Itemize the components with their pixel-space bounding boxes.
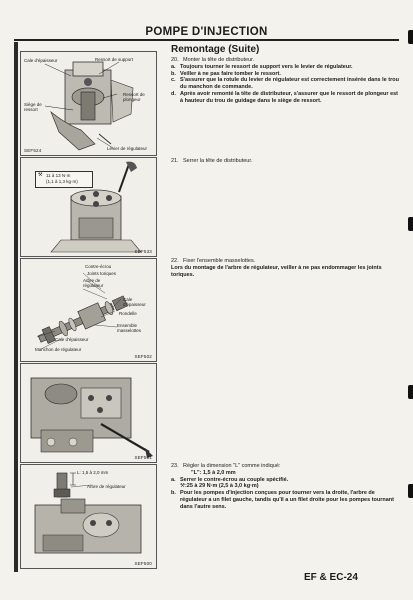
fig-label-manchon: Manchon de régulateur: [35, 347, 82, 352]
step-23-item-b: b. Pour les pompes d'injection conçues pour tourner vers la droite, l'arbre de régulateur a un filet gauche, tandis qu'il a un filet droite pour les pompes tournant dans l'autre sens.: [171, 490, 394, 510]
fig-label-contre-ecrou: Contre-écrou: [85, 264, 112, 269]
torque-spec-box: ⚒ 11 à 13 N·m (1,1 à 1,3 kg·m): [35, 171, 93, 188]
step-21: 21. Serrer la tête de distributeur.: [171, 158, 253, 164]
figure-code: SEF500: [134, 561, 152, 566]
figure-code: SEF533: [134, 249, 152, 254]
fig-label-ressort-support: Ressort de support: [95, 57, 134, 62]
step-20-item-c: c. S'assurer que la rotule du levier de régulateur est correctement insérée dans le trou du manchon de commande.: [171, 77, 399, 91]
fig-label-cale-1: Cale d'épaisseur: [123, 297, 146, 307]
fig-label-arbre: Arbre de régulateur: [87, 484, 126, 489]
fig-label-joints-toriques: Joints toriques: [87, 271, 117, 276]
step-23: 23. Régler la dimension "L" comme indiqué: "L": 1,5 à 2,0 mm a. Serrer le contre-écrou au couple spécifié. ⚒:25 à 29 N·m (2,5 à 3,0 kg·m) b. Pour les pompes d'injection conçues pour tourner vers la droite, l'arbre de régulateur a un filet gauche, tandis qu'il a un filet droite pour les pompes tournant dans l'autre sens.: [171, 463, 399, 511]
step-22-note: Lors du montage de l'arbre de régulateur, veiller à ne pas endommager les joints toriques.: [171, 264, 382, 278]
step-23-torque: ⚒:25 à 29 N·m (2,5 à 3,0 kg·m): [180, 483, 259, 490]
figure-sef524: [20, 51, 157, 156]
margin-tab: [408, 484, 413, 498]
fig-label-arbre-regulateur: Arbre de régulateur: [83, 278, 104, 288]
fig-label-cale: Cale d'épaisseur: [24, 58, 58, 63]
step-20-item-a: a. Toujours tourner le ressort de support vers le levier de régulateur.: [171, 63, 353, 70]
page-number: EF & EC-24: [304, 572, 358, 583]
figure-sef533: [20, 157, 157, 257]
fig-label-levier: Levier de régulateur: [107, 146, 148, 151]
torque-wrench-icon: ⚒: [38, 172, 43, 178]
step-20-item-d: d. Après avoir remonté la tête de distributeur, s'assurer que le ressort de plongeur est à hauteur du trou de guidage dans le siège de ressort.: [171, 90, 399, 104]
step-20: 20. Monter la tête de distributeur. a. Toujours tourner le ressort de support vers le levier de régulateur. b. Veiller à ne pas faire tomber le ressort. c. S'assurer que la rotule du levier de régulateur est correctement insérée dans le trou du manchon de commande. d. Après avoir remonté la tête de distributeur, s'assurer que le ressort de plongeur est à hauteur du trou de guidage dans le siège de ressort.: [171, 57, 399, 104]
step-23-item-a: a. Serrer le contre-écrou au couple spécifié.: [171, 476, 289, 483]
margin-tab: [408, 217, 413, 231]
fig-label-rondelle: Rondelle: [119, 311, 137, 316]
figure-sef500-illustration: [21, 465, 156, 568]
step-23-value: "L": 1,5 à 2,0 mm: [191, 469, 236, 476]
fig-label-cale-2: Cale d'épaisseur: [55, 337, 89, 342]
figure-code: SEF501: [134, 455, 152, 460]
margin-tab: [408, 385, 413, 399]
figure-code: SEF524: [24, 148, 42, 153]
figure-sef502: [20, 258, 157, 362]
figure-sef500: [20, 464, 157, 569]
header-rule: [14, 39, 399, 41]
figure-code: SEF502: [134, 354, 152, 359]
figure-sef501: [20, 363, 157, 463]
fig-label-dimension-l: L: 1,5 à 2,0 mm: [77, 470, 109, 475]
margin-tab: [408, 30, 413, 44]
step-22: 22. Fixer l'ensemble masselottes. Lors du montage de l'arbre de régulateur, veiller à ne pas endommager les joints toriques.: [171, 258, 399, 278]
step-20-item-b: b. Veiller à ne pas faire tomber le ressort.: [171, 70, 281, 77]
left-margin-bar: [14, 42, 18, 572]
fig-label-siege: Siège de ressort: [24, 102, 42, 112]
fig-label-ressort-plongeur: Ressort de plongeur: [123, 92, 145, 102]
section-title: Remontage (Suite): [171, 44, 260, 55]
torque-wrench-icon: ⚒: [180, 483, 185, 490]
fig-label-masselottes: Ensemble masselottes: [117, 323, 142, 333]
figure-sef501-illustration: [21, 364, 156, 462]
page-header-title: POMPE D'INJECTION: [145, 26, 268, 38]
